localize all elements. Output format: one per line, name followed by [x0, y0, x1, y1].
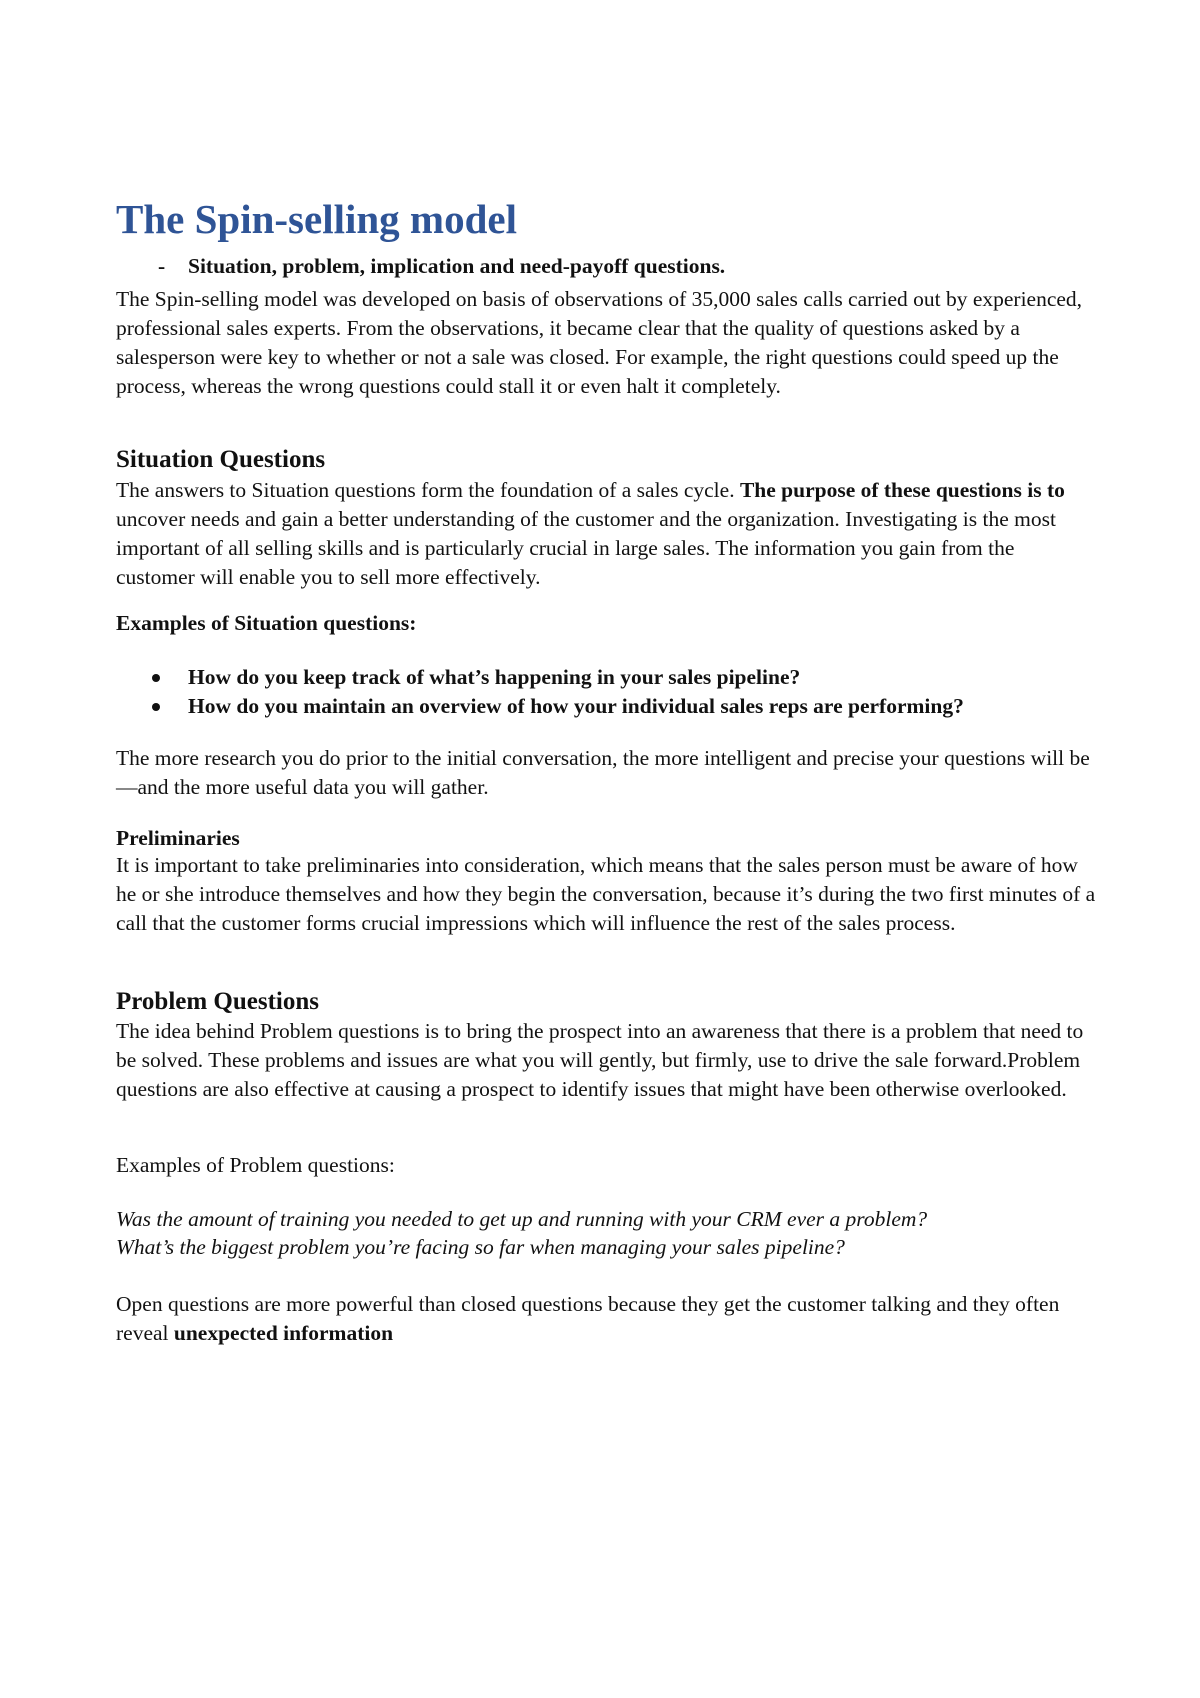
closing-paragraph [116, 1290, 1096, 1348]
situation-heading: Situation Questions [116, 446, 326, 473]
problem-paragraph: The idea behind Problem questions is to bring the prospect into an awareness that there is a problem that need to be solved. These problems and issues are what you will gently, but firmly, use to drive the sale forward.Problem questions are also effective at causing a prospect to identify issues that might have been otherwise overlooked. [116, 1019, 1084, 1101]
situation-purpose-bold: The purpose of these questions is to [739, 478, 1065, 502]
list-item: How do you keep track of what’s happening in your sales pipeline? [116, 663, 1096, 692]
preliminaries-heading: Preliminaries [116, 826, 240, 850]
document-title: The Spin-selling model [116, 196, 517, 242]
situation-text-b: uncover needs and gain a better understanding of the customer and the organization. Investigating is the most important of all selling skills and is particularly crucial in large sales. The information you gain from the customer will enable you to sell more effectively. [116, 507, 1056, 589]
intro-paragraph: The Spin-selling model was developed on basis of observations of 35,000 sales calls carried out by experienced, professional sales experts. From the observations, it became clear that the quality of questions asked by a salesperson were key to whether or not a sale was closed. For example, the right questions could speed up the process, whereas the wrong questions could stall it or even halt it completely. [116, 287, 1083, 398]
situation-examples-label: Examples of Situation questions: [116, 611, 417, 635]
situation-text-a: The answers to Situation questions form the foundation of a sales cycle. [116, 478, 740, 502]
problem-example-1: Was the amount of training you needed to get up and running with your CRM ever a problem? [116, 1207, 928, 1231]
situation-examples-list [116, 663, 1096, 721]
situation-paragraph [116, 476, 1096, 592]
preliminaries-paragraph: It is important to take preliminaries into consideration, which means that the sales person must be aware of how he or she introduce themselves and how they begin the conversation, because it’s during the two first minutes of a call that the customer forms crucial impressions which will influence the rest of the sales process. [116, 853, 1096, 935]
document-subtitle [116, 252, 725, 281]
bullet-icon [152, 674, 160, 682]
problem-examples-label: Examples of Problem questions: [116, 1153, 395, 1177]
closing-text: Open questions are more powerful than closed questions because they get the customer talking and they often reveal [116, 1292, 1060, 1345]
closing-bold: unexpected information [173, 1321, 394, 1345]
subtitle-dash: - [158, 254, 166, 278]
problem-heading: Problem Questions [116, 988, 320, 1015]
subtitle-text: Situation, problem, implication and need-payoff questions. [188, 254, 726, 278]
list-item: How do you maintain an overview of how your individual sales reps are performing? [116, 692, 1096, 721]
research-paragraph: The more research you do prior to the initial conversation, the more intelligent and precise your questions will be—and the more useful data you will gather. [116, 746, 1090, 799]
problem-example-2: What’s the biggest problem you’re facing so far when managing your sales pipeline? [116, 1235, 845, 1259]
bullet-icon [152, 703, 160, 711]
